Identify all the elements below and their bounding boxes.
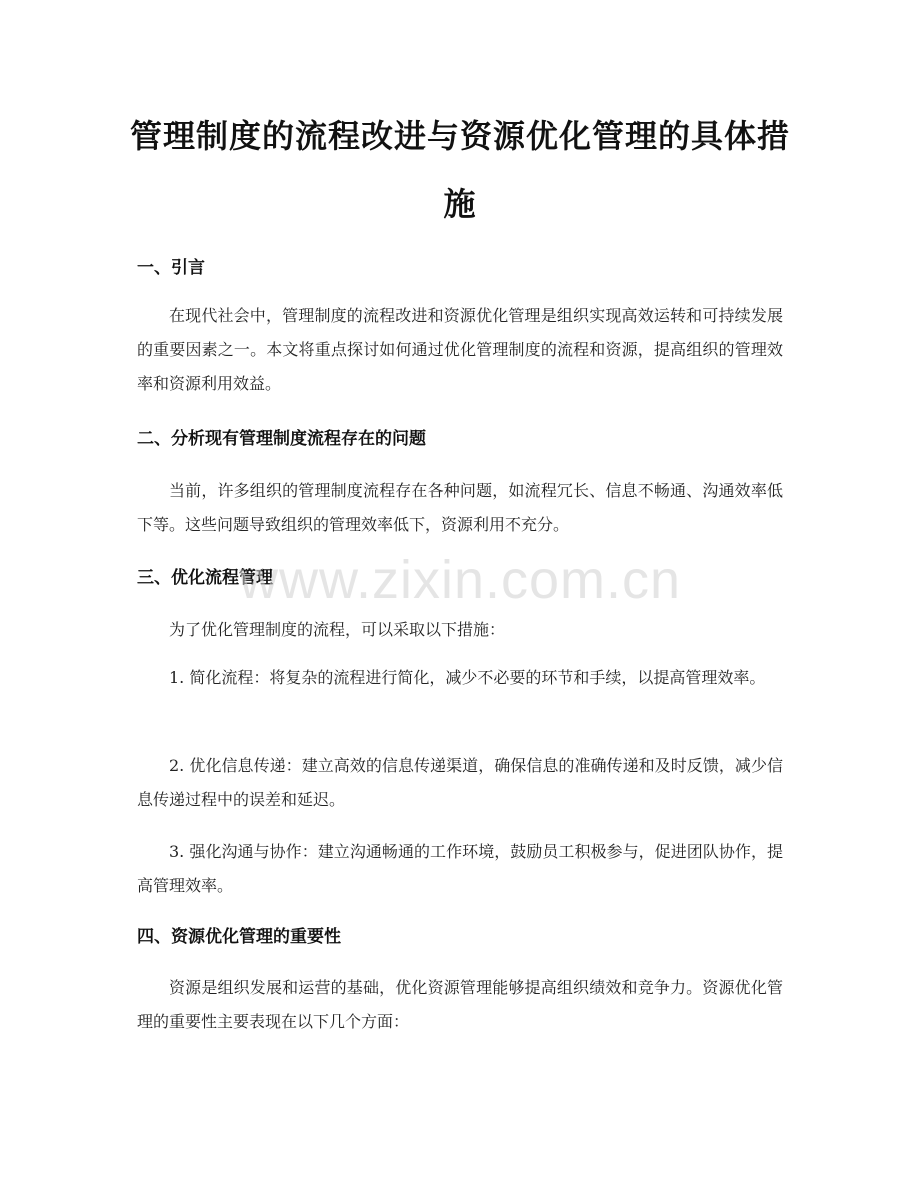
watermark-text: www.zixin.com.cn (238, 550, 682, 610)
section-heading-problems: 二、分析现有管理制度流程存在的问题 (137, 429, 426, 449)
paragraph-problems: 当前，许多组织的管理制度流程存在各种问题，如流程冗长、信息不畅通、沟通效率低下等。这些问题导致组织的管理效率低下，资源利用不充分。 (137, 481, 783, 534)
paragraph-intro: 在现代社会中，管理制度的流程改进和资源优化管理是组织实现高效运转和可持续发展的重要因素之一。本文将重点探讨如何通过优化管理制度的流程和资源，提高组织的管理效率和资源利用效益。 (137, 306, 783, 393)
list-item-optimize-information: 2. 优化信息传递：建立高效的信息传递渠道，确保信息的准确传递和及时反馈，减少信息传递过程中的误差和延迟。 (137, 756, 783, 809)
paragraph-measures-intro: 为了优化管理制度的流程，可以采取以下措施： (169, 620, 506, 639)
section-heading-resource-importance: 四、资源优化管理的重要性 (137, 927, 341, 947)
section-heading-process-optimization: 三、优化流程管理 (137, 568, 273, 588)
document-title: 管理制度的流程改进与资源优化管理的具体措施 (130, 117, 791, 223)
list-item-simplify-process: 1. 简化流程：将复杂的流程进行简化，减少不必要的环节和手续，以提高管理效率。 (169, 668, 766, 687)
section-heading-intro: 一、引言 (137, 258, 205, 278)
list-item-communication-collaboration: 3. 强化沟通与协作：建立沟通畅通的工作环境，鼓励员工积极参与，促进团队协作，提高管理效率。 (137, 842, 783, 895)
paragraph-resource-importance: 资源是组织发展和运营的基础，优化资源管理能够提高组织绩效和竞争力。资源优化管理的重要性主要表现在以下几个方面： (137, 978, 783, 1031)
